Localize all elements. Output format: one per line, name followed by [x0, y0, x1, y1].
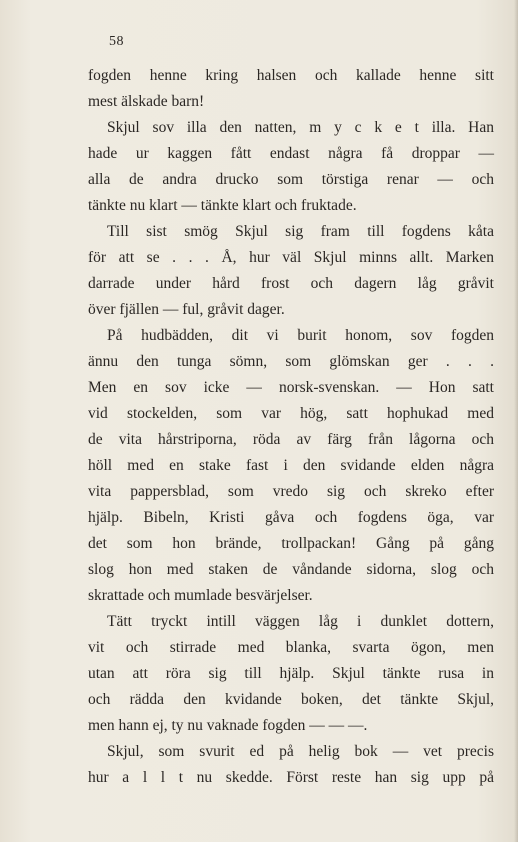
- text-line: På hudbädden, dit vi burit honom, sov fogden: [107, 327, 494, 344]
- text-line: Tätt tryckt intill väggen låg i dunklet dottern,: [107, 613, 494, 630]
- text-line: men hann ej, ty nu vaknade fogden — — —.: [88, 717, 368, 734]
- text-line: höll med en stake fast i den svidande elden några: [88, 457, 494, 474]
- text-line: hjälp. Bibeln, Kristi gåva och fogdens öga, var: [88, 509, 494, 526]
- text-line: det som hon brände, trollpackan! Gång på gång: [88, 535, 494, 552]
- text-line: alla de andra drucko som törstiga renar — och: [88, 171, 494, 188]
- text-line: Till sist smög Skjul sig fram till fogdens kåta: [107, 223, 494, 240]
- text-line: över fjällen — ful, gråvit dager.: [88, 301, 285, 318]
- text-line: vid stockelden, som var hög, satt hophukad med: [88, 405, 494, 422]
- text-line: hade ur kaggen fått endast några få droppar —: [88, 145, 494, 162]
- text-line: mest älskade barn!: [88, 93, 205, 110]
- text-line: de vita hårstriporna, röda av färg från lågorna och: [88, 431, 494, 448]
- page-number: 58: [109, 34, 124, 49]
- text-line: utan att röra sig till hjälp. Skjul tänkte rusa in: [88, 665, 494, 682]
- text-line: Skjul, som svurit ed på helig bok — vet precis: [107, 743, 494, 760]
- text-line: vita pappersblad, som vredo sig och skreko efter: [88, 483, 494, 500]
- text-line: tänkte nu klart — tänkte klart och fruktade.: [88, 197, 357, 214]
- page-edge-shadow: [514, 0, 518, 842]
- text-line: hur a l l t nu skedde. Först reste han sig upp på: [88, 769, 494, 786]
- body-text: [88, 66, 494, 794]
- text-line: fogden henne kring halsen och kallade henne sitt: [88, 67, 494, 84]
- text-line: för att se . . . Å, hur väl Skjul minns allt. Marken: [88, 249, 494, 266]
- text-line: Skjul sov illa den natten, m y c k e t illa. Han: [107, 119, 494, 136]
- text-line: skrattade och mumlade besvärjelser.: [88, 587, 313, 604]
- text-line: ännu den tunga sömn, som glömskan ger . . .: [88, 353, 494, 370]
- text-line: Men en sov icke — norsk-svenskan. — Hon satt: [88, 379, 494, 396]
- text-line: darrade under hård frost och dagern låg gråvit: [88, 275, 494, 292]
- text-line: slog hon med staken de våndande sidorna, slog och: [88, 561, 494, 578]
- text-line: vit och stirrade med blanka, svarta ögon, men: [88, 639, 494, 656]
- text-line: och rädda den kvidande boken, det tänkte Skjul,: [88, 691, 494, 708]
